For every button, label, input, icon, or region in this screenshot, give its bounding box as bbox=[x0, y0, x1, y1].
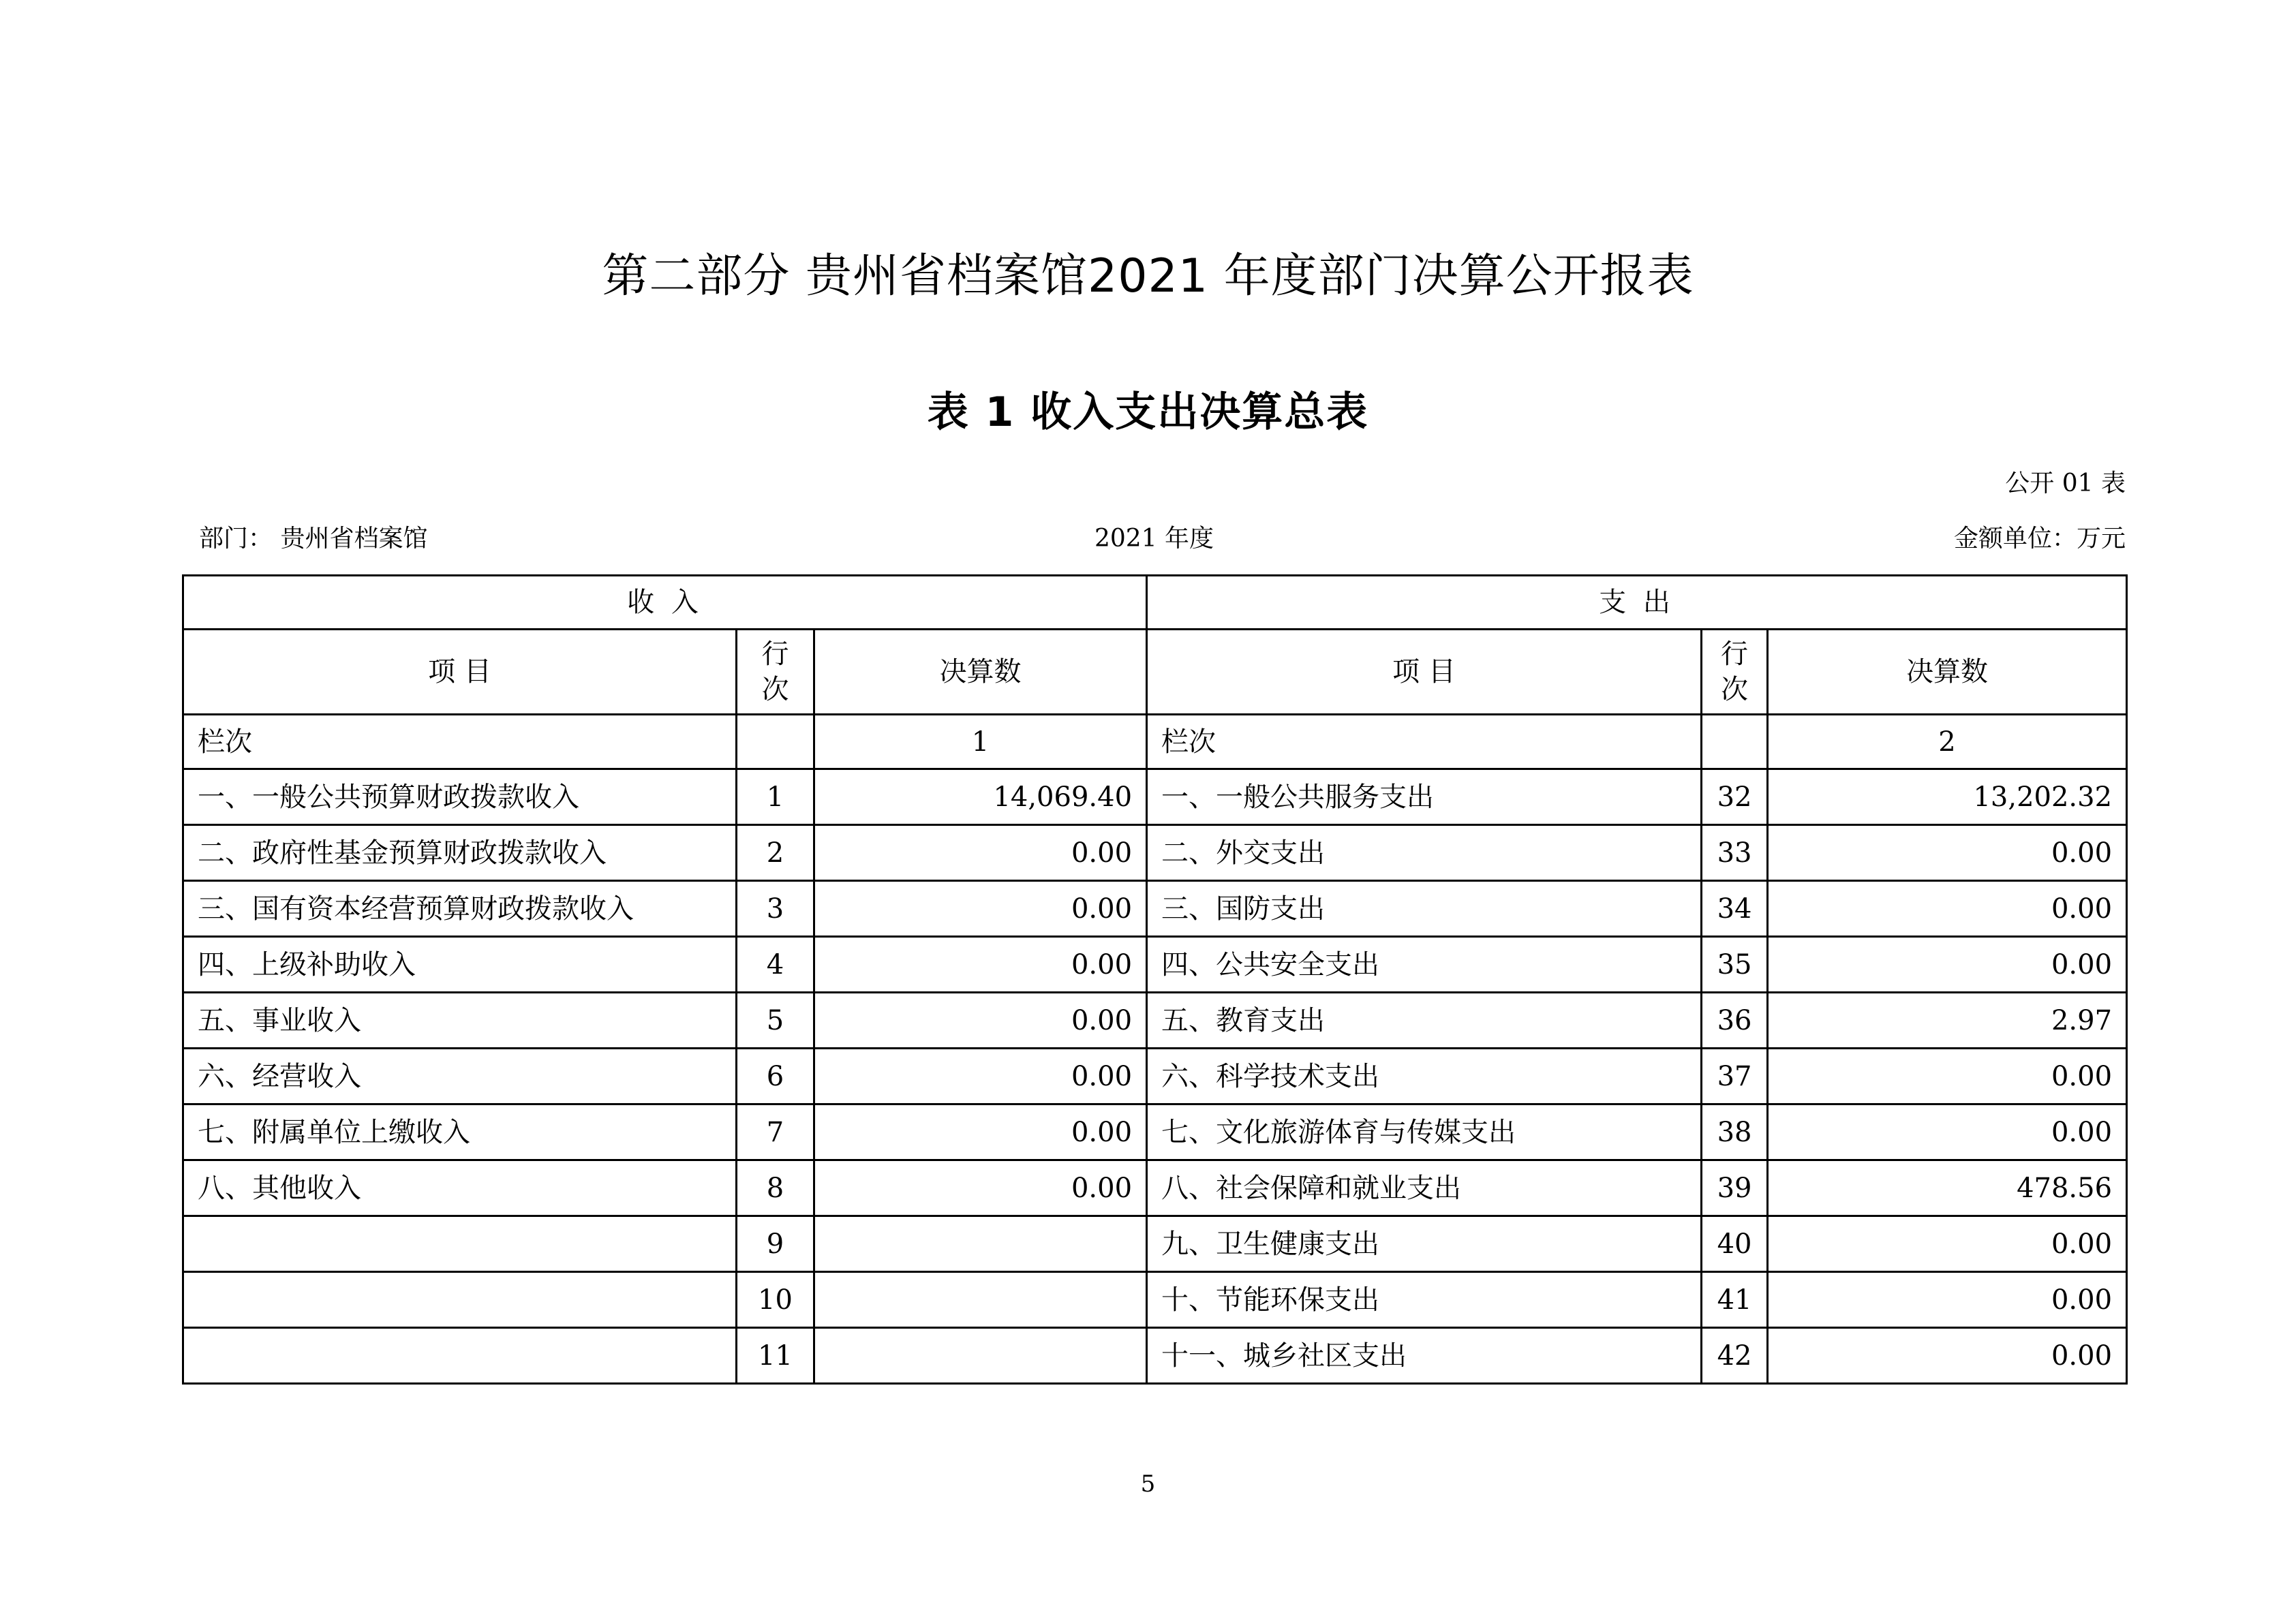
expense-line-cell: 34 bbox=[1702, 881, 1768, 937]
expense-colno-label: 栏次 bbox=[1147, 715, 1702, 769]
expense-item-cell: 四、公共安全支出 bbox=[1147, 937, 1702, 993]
expense-amount-cell: 0.00 bbox=[1768, 1104, 2127, 1160]
expense-amount-cell: 13,202.32 bbox=[1768, 769, 2127, 825]
expense-amount-cell: 478.56 bbox=[1768, 1160, 2127, 1216]
expense-amount-cell: 0.00 bbox=[1768, 825, 2127, 881]
expense-line-header: 行次 bbox=[1702, 630, 1768, 715]
income-item-cell: 八、其他收入 bbox=[183, 1160, 737, 1216]
table-row bbox=[183, 1216, 2127, 1272]
table-row bbox=[183, 1272, 2127, 1328]
income-item-cell bbox=[183, 1328, 737, 1384]
income-section-header: 收 入 bbox=[183, 576, 1147, 630]
income-amount-cell: 0.00 bbox=[814, 993, 1147, 1049]
expense-amount-cell: 0.00 bbox=[1768, 881, 2127, 937]
income-colno-blank bbox=[737, 715, 814, 769]
expense-amount-cell: 0.00 bbox=[1768, 1049, 2127, 1104]
income-line-cell: 6 bbox=[737, 1049, 814, 1104]
expense-item-cell: 二、外交支出 bbox=[1147, 825, 1702, 881]
expense-colno-blank bbox=[1702, 715, 1768, 769]
expense-line-cell: 41 bbox=[1702, 1272, 1768, 1328]
table-row bbox=[183, 1160, 2127, 1216]
table-row bbox=[183, 993, 2127, 1049]
income-item-cell: 四、上级补助收入 bbox=[183, 937, 737, 993]
table-row bbox=[183, 769, 2127, 825]
income-item-cell bbox=[183, 1272, 737, 1328]
table-row bbox=[183, 825, 2127, 881]
expense-item-cell: 十一、城乡社区支出 bbox=[1147, 1328, 1702, 1384]
expense-item-cell: 三、国防支出 bbox=[1147, 881, 1702, 937]
income-line-cell: 5 bbox=[737, 993, 814, 1049]
income-item-cell: 七、附属单位上缴收入 bbox=[183, 1104, 737, 1160]
income-amount-cell: 0.00 bbox=[814, 1160, 1147, 1216]
table-code: 公开 01 表 bbox=[2005, 469, 2126, 497]
expense-item-cell: 九、卫生健康支出 bbox=[1147, 1216, 1702, 1272]
income-item-cell: 五、事业收入 bbox=[183, 993, 737, 1049]
expense-item-cell: 七、文化旅游体育与传媒支出 bbox=[1147, 1104, 1702, 1160]
expense-item-cell: 五、教育支出 bbox=[1147, 993, 1702, 1049]
expense-line-cell: 32 bbox=[1702, 769, 1768, 825]
column-number-row bbox=[183, 715, 2127, 769]
expense-line-cell: 40 bbox=[1702, 1216, 1768, 1272]
income-item-cell: 一、一般公共预算财政拨款收入 bbox=[183, 769, 737, 825]
income-amount-cell bbox=[814, 1216, 1147, 1272]
income-amount-cell: 14,069.40 bbox=[814, 769, 1147, 825]
expense-item-header: 项 目 bbox=[1147, 630, 1702, 715]
expense-amount-header: 决算数 bbox=[1768, 630, 2127, 715]
income-item-cell: 二、政府性基金预算财政拨款收入 bbox=[183, 825, 737, 881]
amount-unit-label: 金额单位：万元 bbox=[1953, 525, 2126, 553]
expense-line-cell: 39 bbox=[1702, 1160, 1768, 1216]
table-row bbox=[183, 937, 2127, 993]
expense-item-cell: 十、节能环保支出 bbox=[1147, 1272, 1702, 1328]
expense-line-cell: 36 bbox=[1702, 993, 1768, 1049]
income-amount-cell: 0.00 bbox=[814, 825, 1147, 881]
income-colno-value: 1 bbox=[814, 715, 1147, 769]
income-line-cell: 7 bbox=[737, 1104, 814, 1160]
expense-amount-cell: 0.00 bbox=[1768, 1216, 2127, 1272]
income-expenditure-table bbox=[182, 574, 2128, 1385]
income-amount-cell: 0.00 bbox=[814, 1049, 1147, 1104]
income-amount-cell: 0.00 bbox=[814, 881, 1147, 937]
income-colno-label: 栏次 bbox=[183, 715, 737, 769]
expense-line-cell: 33 bbox=[1702, 825, 1768, 881]
table-row bbox=[183, 1049, 2127, 1104]
income-line-cell: 4 bbox=[737, 937, 814, 993]
expense-amount-cell: 0.00 bbox=[1768, 1328, 2127, 1384]
expense-section-header: 支 出 bbox=[1147, 576, 2127, 630]
income-item-header: 项 目 bbox=[183, 630, 737, 715]
income-line-cell: 1 bbox=[737, 769, 814, 825]
expense-item-cell: 八、社会保障和就业支出 bbox=[1147, 1160, 1702, 1216]
expense-line-cell: 37 bbox=[1702, 1049, 1768, 1104]
fiscal-year-label: 2021 年度 bbox=[1095, 525, 1214, 553]
column-header-row bbox=[183, 630, 2127, 715]
expense-amount-cell: 0.00 bbox=[1768, 1272, 2127, 1328]
income-line-cell: 11 bbox=[737, 1328, 814, 1384]
table-row bbox=[183, 1328, 2127, 1384]
department-label: 部门： 贵州省档案馆 bbox=[199, 525, 428, 553]
income-line-header: 行次 bbox=[737, 630, 814, 715]
page-number: 5 bbox=[1140, 1470, 1156, 1498]
income-item-cell: 三、国有资本经营预算财政拨款收入 bbox=[183, 881, 737, 937]
income-line-cell: 3 bbox=[737, 881, 814, 937]
expense-item-cell: 六、科学技术支出 bbox=[1147, 1049, 1702, 1104]
expense-line-cell: 35 bbox=[1702, 937, 1768, 993]
income-item-cell bbox=[183, 1216, 737, 1272]
table-row bbox=[183, 1104, 2127, 1160]
expense-line-cell: 38 bbox=[1702, 1104, 1768, 1160]
income-line-cell: 10 bbox=[737, 1272, 814, 1328]
page-title: 第二部分 贵州省档案馆2021 年度部门决算公开报表 bbox=[602, 249, 1694, 303]
income-amount-cell: 0.00 bbox=[814, 1104, 1147, 1160]
expense-amount-cell: 2.97 bbox=[1768, 993, 2127, 1049]
income-line-cell: 8 bbox=[737, 1160, 814, 1216]
income-amount-cell: 0.00 bbox=[814, 937, 1147, 993]
income-line-cell: 9 bbox=[737, 1216, 814, 1272]
income-item-cell: 六、经营收入 bbox=[183, 1049, 737, 1104]
expense-item-cell: 一、一般公共服务支出 bbox=[1147, 769, 1702, 825]
income-amount-header: 决算数 bbox=[814, 630, 1147, 715]
income-amount-cell bbox=[814, 1272, 1147, 1328]
section-header-row bbox=[183, 576, 2127, 630]
table-row bbox=[183, 881, 2127, 937]
income-line-cell: 2 bbox=[737, 825, 814, 881]
expense-line-cell: 42 bbox=[1702, 1328, 1768, 1384]
table-title: 表 1 收入支出决算总表 bbox=[927, 388, 1369, 436]
expense-amount-cell: 0.00 bbox=[1768, 937, 2127, 993]
income-amount-cell bbox=[814, 1328, 1147, 1384]
expense-colno-value: 2 bbox=[1768, 715, 2127, 769]
